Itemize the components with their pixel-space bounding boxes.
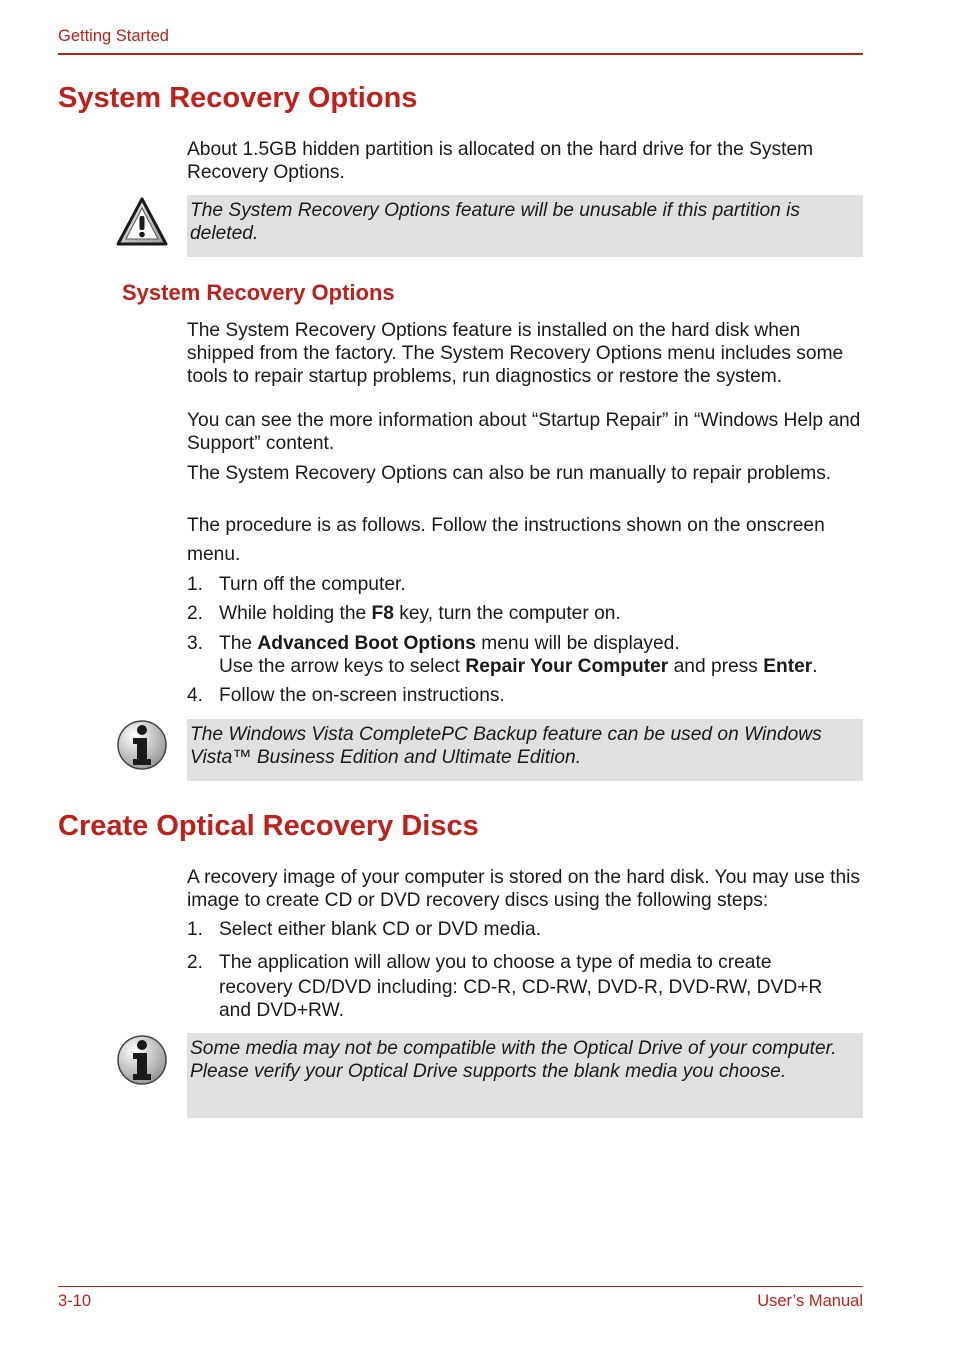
- list-item-number: 4.: [187, 685, 204, 706]
- info-icon: [116, 1034, 168, 1086]
- list-item: The Advanced Boot Options menu will be displayed. Use the arrow keys to select Repair Your Computer and press Enter.: [219, 633, 818, 677]
- list-item: While holding the F8 key, turn the computer on.: [219, 603, 621, 624]
- list-item-number: 1.: [187, 919, 204, 940]
- list-item-number: 2.: [187, 603, 204, 624]
- list-item: Follow the on-screen instructions.: [219, 685, 505, 706]
- info-icon: [116, 719, 168, 771]
- recovery-feature-paragraph: The System Recovery Options feature is installed on the hard disk when shipped from the factory. The System Recovery Options menu includes some tools to repair startup problems, run diagnostics or restore the system.: [187, 320, 844, 387]
- warning-note: The System Recovery Options feature will be unusable if this partition is deleted.: [187, 195, 863, 257]
- running-header: Getting Started: [58, 27, 169, 45]
- page-number: 3-10: [58, 1292, 92, 1310]
- startup-repair-paragraph: You can see the more information about “Startup Repair” in “Windows Help and Support” content.: [187, 410, 861, 454]
- list-item: The application will allow you to choose a type of media to create recovery CD/DVD including: CD-R, CD-RW, DVD-R, DVD-RW, DVD+R and DVD+RW.: [219, 952, 823, 1021]
- footer-rule: [58, 1286, 863, 1287]
- list-item: Turn off the computer.: [219, 574, 406, 595]
- list-item-number: 3.: [187, 633, 204, 654]
- list-item-number: 2.: [187, 952, 204, 973]
- warning-triangle-icon: [116, 196, 168, 248]
- partition-intro-paragraph: About 1.5GB hidden partition is allocated on the hard drive for the System Recovery Options.: [187, 139, 814, 183]
- procedure-paragraph-line1: The procedure is as follows. Follow the instructions shown on the onscreen: [187, 515, 825, 536]
- subsection-title-system-recovery: System Recovery Options: [122, 280, 395, 305]
- section-title-system-recovery: System Recovery Options: [58, 82, 418, 114]
- procedure-paragraph-line2: menu.: [187, 544, 241, 565]
- manual-title: User’s Manual: [757, 1292, 863, 1310]
- list-item: Select either blank CD or DVD media.: [219, 919, 542, 940]
- header-rule: [58, 53, 863, 55]
- section-title-optical-discs: Create Optical Recovery Discs: [58, 810, 479, 842]
- recovery-image-paragraph: A recovery image of your computer is stored on the hard disk. You may use this image to create CD or DVD recovery discs using the following steps:: [187, 867, 860, 911]
- info-note-vista-backup: The Windows Vista CompletePC Backup feature can be used on Windows Vista™ Business Edition and Ultimate Edition.: [187, 719, 863, 781]
- list-item-number: 1.: [187, 574, 204, 595]
- manual-run-paragraph: The System Recovery Options can also be run manually to repair problems.: [187, 463, 832, 484]
- info-note-media-compatibility: Some media may not be compatible with the Optical Drive of your computer. Please verify your Optical Drive supports the blank media you choose.: [187, 1033, 863, 1118]
